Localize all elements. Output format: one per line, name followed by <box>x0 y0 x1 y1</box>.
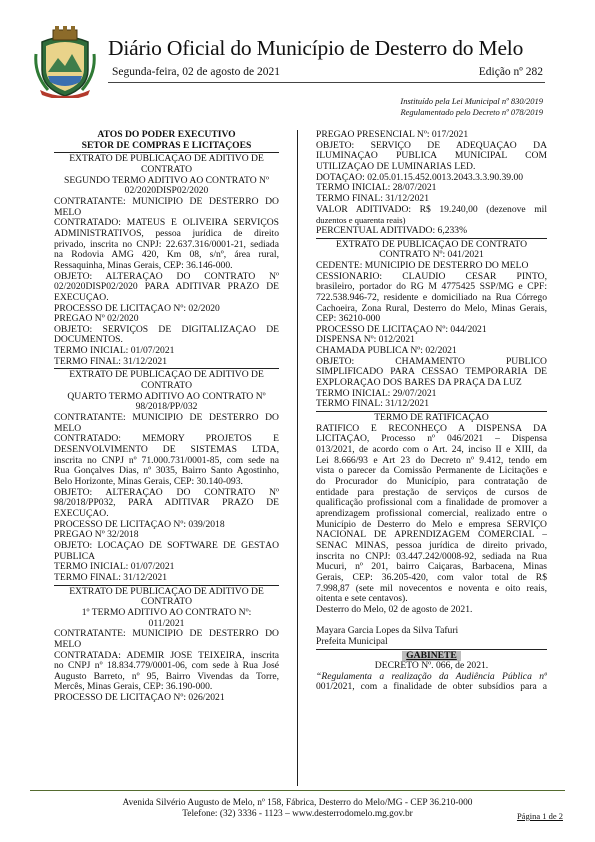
text-line: do Procurador do Município, para contratação de <box>316 477 547 487</box>
text-line: MELO <box>54 207 82 218</box>
text-line: PREGÃO Nº 02/2020 <box>54 314 139 325</box>
text-line: OBJETO: ALTERAÇÃO DO CONTRATO Nº <box>54 487 279 498</box>
text-line: CONTRATO <box>141 381 192 392</box>
institution-note <box>400 96 543 118</box>
text-line: CONTRATANTE: MUNICÍPIO DE DESTERRO DO <box>54 196 279 207</box>
text-line: duzentos e quarenta reais) <box>316 215 406 226</box>
text-line: aprendizagem profissional comercial, realizado entre o <box>316 508 547 519</box>
text-line: Cachoeira, Zona Rural, Desterro do Melo, Minas Gerais, <box>316 303 547 314</box>
institution-law: Instituído pela Lei Municipal nº 830/2019 <box>400 96 543 106</box>
text-line: DOTAÇÃO: 02.05.01.15.452.0013.2043.3.3.90.39.00 <box>316 172 524 183</box>
text-line: CONTRATO <box>141 164 192 175</box>
issue-date: Segunda-feira, 02 de agosto de 2021 <box>112 66 280 78</box>
text-line: na Rodovia AMG 420, Km 08, s/nº, área rural, <box>54 250 279 261</box>
text-line: PROCESSO DE LICITAÇÃO Nº: 02/2020 <box>54 303 220 314</box>
text-line: TERMO FINAL: 31/12/2021 <box>54 356 167 367</box>
text-line: ILUMINAÇÃO PÚBLICA MUNICIPAL COM <box>316 151 547 162</box>
text-line: Município de Desterro do Melo e empresa SERVIÇO <box>316 519 547 530</box>
text-line: Ressaquinha, Minas Gerais, CEP: 36.146-000. <box>54 260 233 271</box>
text-line: 1º TERMO ADITIVO AO CONTRATO Nº: <box>81 607 252 618</box>
text-line: OBJETO: ALTERAÇÃO DO CONTRATO Nº <box>54 271 279 282</box>
text-line: PERCENTUAL ADITIVADO: 6,233% <box>316 225 468 236</box>
text-line: ATOS DO PODER EXECUTIVO <box>97 130 236 140</box>
section-separator <box>54 152 279 153</box>
text-line: CEP: 36210-000 <box>316 314 381 325</box>
text-line: CONTRATO Nº: 041/2021 <box>379 250 484 261</box>
text-line: DESENVOLVIMENTO DE SISTEMAS LTDA, <box>54 445 279 456</box>
text-line: TERMO INICIAL: 01/07/2021 <box>54 346 175 357</box>
text-line: CEDENTE: MUNICÍPIO DE DESTERRO DO MELO <box>316 260 529 271</box>
text-line: Mucuri, nº 201, bairro Caiçaras, Barbacena, Minas <box>316 562 547 573</box>
text-line: CONTRATANTE: MUNICÍPIO DE DESTERRO DO <box>54 413 279 424</box>
text-line: TERMO INICIAL: 01/07/2021 <box>54 562 175 573</box>
footer-rule <box>30 790 565 791</box>
column-divider <box>297 130 298 786</box>
text-line: 02/2020DISP02/2020 PARA ADITIVAR PRAZO DE <box>54 282 279 293</box>
text-line: Mayara Garcia Lopes da Silva Tafuri <box>316 626 459 637</box>
section-separator <box>54 585 279 586</box>
text-line: 98/2018/PP/032 <box>135 402 198 413</box>
text-line: UTILIZAÇÃO DE LUMINÁRIAS LED. <box>316 161 476 172</box>
text-line: CHAMADA PÚBLICA Nº: 02/2021 <box>316 346 457 357</box>
institution-decree: Regulamentado pelo Decreto nº 078/2019 <box>400 107 543 117</box>
text-line: 02/2020DISP02/2020 <box>124 186 209 197</box>
text-line: privado, inscrita no CNPJ: 22.637.316/0001-21, sediada <box>54 239 279 250</box>
text-line: no CNPJ nº 18.834.779/0001-06, com sede à Rua José <box>54 661 279 672</box>
text-line: CESSIONÁRIO: CLAUDIO CESAR PINTO, <box>316 271 547 282</box>
text-line: entidade para prestação de serviços de cursos de <box>316 487 547 498</box>
text-line: CONTRATO <box>141 597 192 608</box>
left-column <box>54 130 279 704</box>
text-line: MELO <box>54 423 82 434</box>
section-separator <box>316 238 547 239</box>
text-line: inscrita no CNPJ: 03.447.242/0008-92, sediada na Rua <box>316 551 547 562</box>
text-line: OBJETO: LOCAÇÃO DE SOFTWARE DE GESTÃO <box>54 540 279 551</box>
text-line: DOCUMENTOS. <box>54 335 123 346</box>
header-rule <box>108 82 545 83</box>
right-column <box>316 130 547 693</box>
section-separator <box>316 649 547 650</box>
text-line: DISPENSA Nº: 012/2021 <box>316 335 415 346</box>
edition-number: Edição nº 282 <box>478 66 543 78</box>
page-number: Página 1 de 2 <box>516 811 563 821</box>
text-line: vista o parecer da Comissão Permanente de Licitações e <box>316 466 547 477</box>
text-line: PÚBLICA <box>54 551 96 562</box>
text-line: MELO <box>54 639 82 650</box>
municipal-crest-icon <box>34 24 96 98</box>
text-line: 001/2021, com a finalidade de obter subsídios para a <box>316 682 547 693</box>
text-line: QUARTO TERMO ADITIVO AO CONTRATO Nº <box>67 391 266 402</box>
text-line: 7.998,87 (sete mil novecentos e noventa e oito reais, <box>316 583 547 594</box>
section-separator <box>316 411 547 412</box>
text-line: 013/2021, de acordo com o Art. 24, inciso II e XIII, da <box>316 445 547 456</box>
text-line: EXPLORAÇÃO DOS BARES DA PRAÇA DA LUZ <box>316 378 522 389</box>
text-line: PROCESSO DE LICITAÇÃO Nº: 026/2021 <box>54 693 225 704</box>
text-line: TERMO DE RATIFICAÇÃO <box>374 413 489 424</box>
text-line: SIMPLIFICADO PARA CESSÃO TEMPORÁRIA DE <box>316 367 547 378</box>
text-line: Prefeita Municipal <box>316 636 388 647</box>
text-line: 98/2018/PP032, PARA ADITIVAR PRAZO DE <box>54 498 279 509</box>
text-line: PREGÃO Nº 32/2018 <box>54 530 139 541</box>
page-title: Diário Oficial do Município de Desterro do Melo <box>108 36 524 60</box>
page-header <box>0 0 595 130</box>
blank-line <box>316 616 547 627</box>
text-line: Mercês, Minas Gerais, CEP: 36.190-000. <box>54 682 213 693</box>
text-line: TERMO FINAL: 31/12/2021 <box>54 572 167 583</box>
text-line: CONTRATANTE: MUNICÍPIO DE DESTERRO DO <box>54 629 279 640</box>
text-line: CONTRATADA: ADEMIR JOSÉ TEIXEIRA, inscrita <box>54 650 279 661</box>
text-line: PREGÃO PRESENCIAL Nº: 017/2021 <box>316 130 469 140</box>
text-line: SENAC MINAS, pessoa jurídica de direito privado, <box>316 540 547 551</box>
text-line: EXECUÇÃO. <box>54 292 109 303</box>
text-line: EXTRATO DE PUBLICAÇÃO DE ADITIVO DE <box>69 370 264 381</box>
text-line: inscrita no CNPJ nº 71.000.731/0001-85, com sede na <box>54 455 279 466</box>
text-line: Augusto Barreto, nº 95, Bairro Vivendas da Torre, <box>54 671 279 682</box>
text-line: 011/2021 <box>148 618 185 629</box>
text-line: EXTRATO DE PUBLICAÇÃO DE CONTRATO <box>336 239 527 250</box>
text-line: TERMO FINAL: 31/12/2021 <box>316 399 429 410</box>
text-line: “Regulamenta a realização da Audiência Pública nº <box>316 671 547 682</box>
footer-address-block <box>0 798 595 820</box>
text-line: PROCESSO DE LICITAÇÃO Nº: 044/2021 <box>316 324 487 335</box>
text-line: EXTRATO DE PUBLICAÇÃO DE ADITIVO DE <box>69 154 264 165</box>
text-line: Gerais, CEP: 36.205-420, com valor total de R$ <box>316 572 547 583</box>
section-heading-gabinete: GABINETE <box>402 651 461 662</box>
footer-address: Avenida Silvério Augusto de Melo, nº 158, Fábrica, Desterro do Melo/MG - CEP 36.210-000 <box>122 798 473 808</box>
text-line: OBJETO: SERVIÇOS DE DIGITALIZAÇÃO DE <box>54 324 279 335</box>
text-line: LICITAÇÃO, Processo nº 046/2021 – Dispensa <box>316 434 547 445</box>
text-line: OBJETO: SERVIÇO DE ADEQUAÇÃO DA <box>316 140 547 151</box>
text-line: VALOR ADITIVADO: R$ 19.240,00 (dezenove mil <box>316 204 547 215</box>
text-line: TERMO INICIAL: 28/07/2021 <box>316 183 437 194</box>
text-line: EXECUÇÃO. <box>54 508 109 519</box>
text-line: OBJETO: CHAMAMENTO PÚBLICO <box>316 356 547 367</box>
text-line: brasileiro, portador do RG M 4775425 SSP/MG e CPF: <box>316 282 547 293</box>
text-line: CONTRATADO: MATEUS E OLIVEIRA SERVIÇOS <box>54 218 279 229</box>
text-line: PROCESSO DE LICITAÇÃO Nº: 039/2018 <box>54 519 225 530</box>
page-footer <box>0 790 595 842</box>
text-line: RATIFICO E RECONHEÇO A DISPENSA DA <box>316 423 547 434</box>
text-line: EXTRATO DE PUBLICAÇÃO DE ADITIVO DE <box>69 586 264 597</box>
text-line: Belo Horizonte, Minas Gerais, CEP: 30.140-093. <box>54 477 243 487</box>
text-line: DECRETO Nº. 066, de 2021. <box>374 661 489 672</box>
text-line: NACIONAL DE APRENDIZAGEM COMERCIAL – <box>316 530 547 541</box>
text-line <box>316 651 547 662</box>
text-line: Desterro do Melo, 02 de agosto de 2021. <box>316 604 473 615</box>
text-line: oitenta e sete centavos). <box>316 594 408 605</box>
text-line: qualificação profissional com a finalidade de promover a <box>316 498 547 509</box>
text-line: Rua Gonçalves Dias, nº 3035, Bairro Santo Agostinho, <box>54 466 279 477</box>
text-line: TERMO FINAL: 31/12/2021 <box>316 193 429 204</box>
text-line: TERMO INICIAL: 29/07/2021 <box>316 388 437 399</box>
text-line: 722.538.946-72, residente e domiciliado na Rua Córrego <box>316 292 547 303</box>
text-line: CONTRATADO: MEMORY PROJETOS E <box>54 434 279 445</box>
text-line: ADMINISTRATIVOS, pessoa jurídica de direito <box>54 228 279 239</box>
text-line: SETOR DE COMPRAS E LICITAÇÕES <box>81 140 252 151</box>
footer-contact: Telefone: (32) 3336 - 1123 – www.desterrodomelo.mg.gov.br <box>182 809 413 819</box>
text-line: Lei 8.666/93 e Art 23 do Decreto nº 9.412, tendo em <box>316 455 547 466</box>
text-line: SEGUNDO TERMO ADITIVO AO CONTRATO Nº <box>64 175 269 186</box>
section-separator <box>54 368 279 369</box>
